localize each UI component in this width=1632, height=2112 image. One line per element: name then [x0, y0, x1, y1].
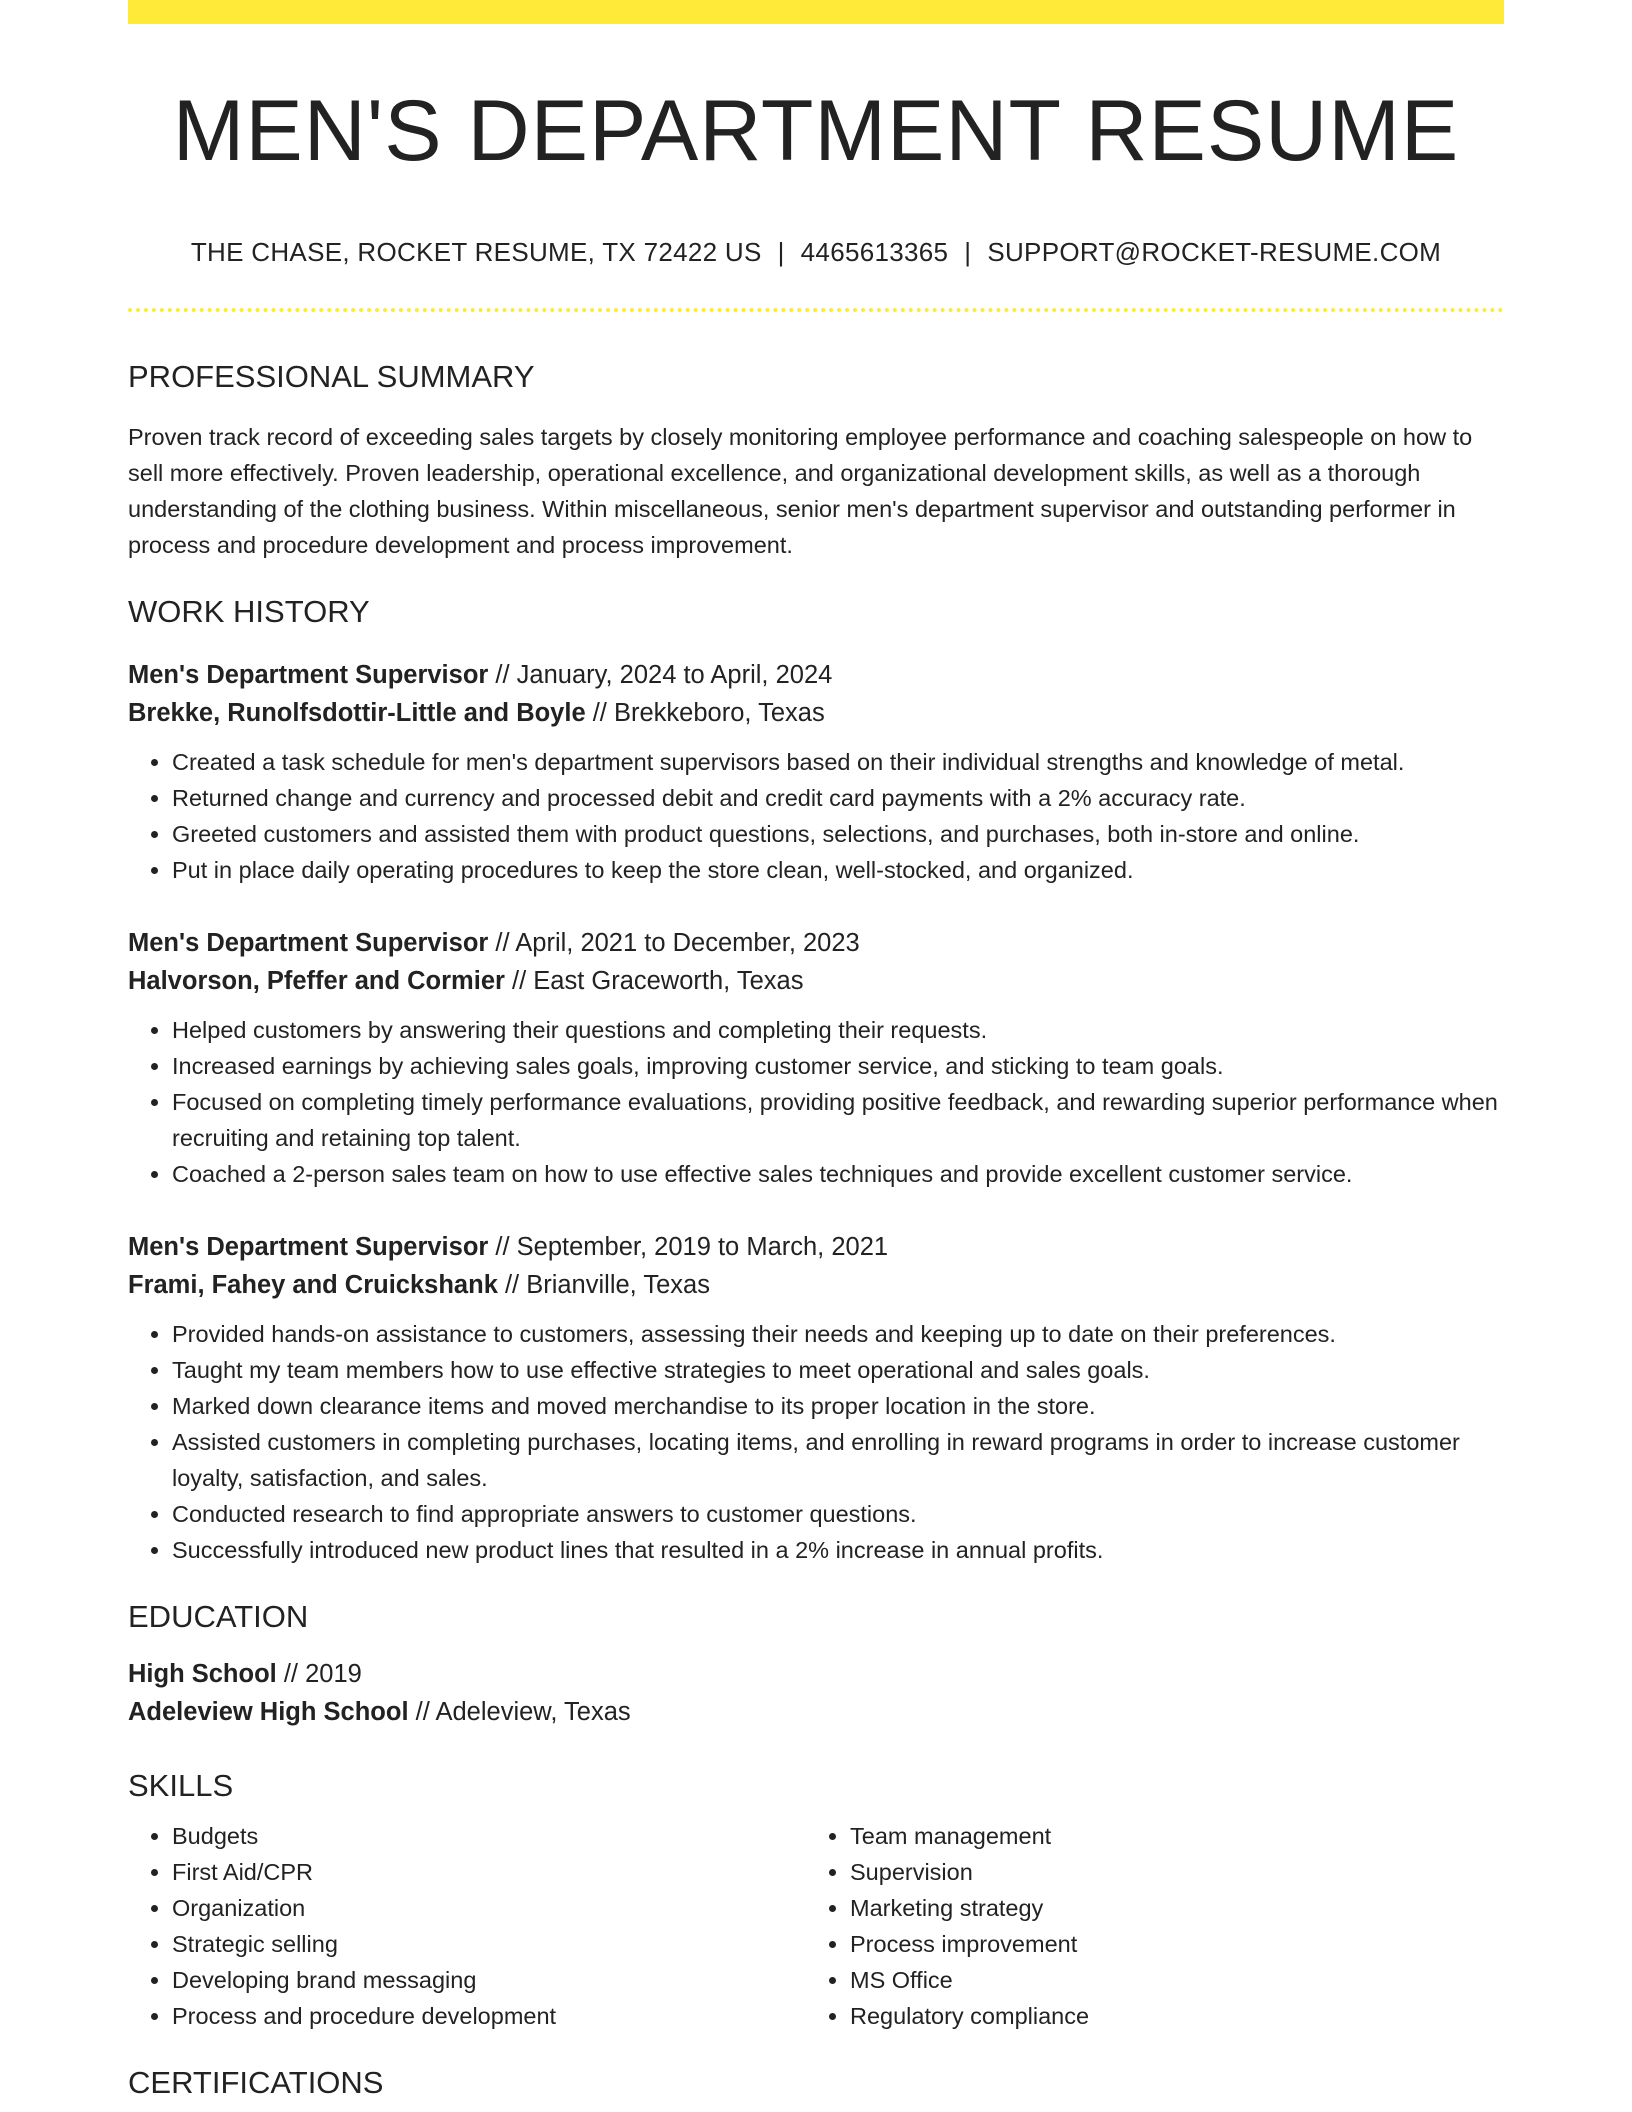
job-location: // Brekkeboro, Texas	[585, 698, 825, 727]
job-role: Men's Department Supervisor	[128, 1232, 489, 1261]
job-bullet: • Returned change and currency and processed debit and credit card payments with a 2% accuracy rate.	[172, 780, 1504, 816]
job-bullet: • Focused on completing timely performance evaluations, providing positive feedback, and rewarding superior performance when recruiting and retaining top talent.	[172, 1084, 1504, 1156]
contact-separator: |	[964, 236, 972, 267]
skill-item: • Budgets	[172, 1818, 806, 1854]
job-bullet: • Successfully introduced new product lines that resulted in a 2% increase in annual profits.	[172, 1532, 1504, 1568]
job-company: Halvorson, Pfeffer and Cormier	[128, 966, 505, 995]
top-accent-bar	[128, 0, 1504, 24]
summary-heading: PROFESSIONAL SUMMARY	[128, 358, 535, 394]
job-company: Brekke, Runolfsdottir-Little and Boyle	[128, 698, 586, 727]
job-company-line	[128, 1266, 1504, 1304]
job-bullet: • Taught my team members how to use effective strategies to meet operational and sales goals.	[172, 1352, 1504, 1388]
job-location: // Brianville, Texas	[497, 1270, 710, 1299]
skill-item: • Process and procedure development	[172, 1998, 806, 2034]
skill-item: • Strategic selling	[172, 1926, 806, 1962]
contact-line	[128, 237, 1504, 268]
job-bullet: • Conducted research to find appropriate answers to customer questions.	[172, 1496, 1504, 1532]
job-role: Men's Department Supervisor	[128, 928, 489, 957]
education-location: // Adeleview, Texas	[408, 1698, 631, 1727]
education-school-line	[128, 1693, 1504, 1731]
job-bullet: • Helped customers by answering their questions and completing their requests.	[172, 1012, 1504, 1048]
skills-column-left	[128, 1818, 806, 2034]
contact-email: SUPPORT@ROCKET-RESUME.COM	[987, 236, 1442, 267]
job-dates: // January, 2024 to April, 2024	[488, 660, 833, 689]
skill-item: • Supervision	[850, 1854, 1484, 1890]
job-bullets	[128, 1316, 1504, 1568]
contact-address: THE CHASE, ROCKET RESUME, TX 72422 US	[190, 236, 762, 267]
education-heading: EDUCATION	[128, 1598, 309, 1634]
skill-item: • Developing brand messaging	[172, 1962, 806, 1998]
contact-phone: 4465613365	[800, 236, 949, 267]
skill-item: • Regulatory compliance	[850, 1998, 1484, 2034]
job-title-line	[128, 656, 1504, 694]
job-bullet: • Assisted customers in completing purchases, locating items, and enrolling in reward programs in order to increase customer loyalty, satisfaction, and sales.	[172, 1424, 1504, 1496]
job-bullet: • Greeted customers and assisted them with product questions, selections, and purchases, both in-store and online.	[172, 816, 1504, 852]
job-bullets	[128, 744, 1504, 888]
education-year: // 2019	[276, 1660, 362, 1689]
education-school: Adeleview High School	[128, 1698, 409, 1727]
job-role: Men's Department Supervisor	[128, 660, 489, 689]
skill-item: • Marketing strategy	[850, 1890, 1484, 1926]
job-dates: // September, 2019 to March, 2021	[488, 1232, 889, 1261]
resume-title: MEN'S DEPARTMENT RESUME	[172, 83, 1460, 179]
job-bullet: • Coached a 2-person sales team on how to use effective sales techniques and provide excellent customer service.	[172, 1156, 1504, 1192]
job-company-line	[128, 694, 1504, 732]
dotted-divider	[128, 308, 1504, 312]
job-entry	[128, 656, 1504, 888]
job-entry	[128, 924, 1504, 1192]
resume-page	[128, 0, 1504, 2102]
summary-text: Proven track record of exceeding sales targets by closely monitoring employee performance and coaching salespeople on how to sell more effectively. Proven leadership, operational excellence, and organizational development skills, as well as a thorough understanding of the clothing business. Within miscellaneous, senior men's department supervisor and outstanding performer in process and procedure development and process improvement.	[128, 423, 1473, 558]
job-bullet: • Marked down clearance items and moved merchandise to its proper location in the store.	[172, 1388, 1504, 1424]
job-entry	[128, 1228, 1504, 1568]
skill-item: • Organization	[172, 1890, 806, 1926]
work-history-heading: WORK HISTORY	[128, 593, 370, 629]
job-bullet: • Increased earnings by achieving sales goals, improving customer service, and sticking to team goals.	[172, 1048, 1504, 1084]
job-bullets	[128, 1012, 1504, 1192]
job-title-line	[128, 1228, 1504, 1266]
skills-list	[128, 1818, 1504, 2034]
job-bullet: • Created a task schedule for men's department supervisors based on their individual strengths and knowledge of metal.	[172, 744, 1504, 780]
education-degree-line	[128, 1655, 1504, 1693]
certifications-heading: CERTIFICATIONS	[128, 2065, 384, 2101]
education-entry	[128, 1655, 1504, 1731]
skill-item: • First Aid/CPR	[172, 1854, 806, 1890]
education-degree: High School	[128, 1660, 277, 1689]
skill-item: • Team management	[850, 1818, 1484, 1854]
job-dates: // April, 2021 to December, 2023	[488, 928, 860, 957]
skills-column-right	[806, 1818, 1484, 2034]
skills-heading: SKILLS	[128, 1768, 234, 1804]
job-bullet: • Put in place daily operating procedures to keep the store clean, well-stocked, and organized.	[172, 852, 1504, 888]
skill-item: • MS Office	[850, 1962, 1484, 1998]
contact-separator: |	[777, 236, 785, 267]
job-bullet: • Provided hands-on assistance to customers, assessing their needs and keeping up to date on their preferences.	[172, 1316, 1504, 1352]
job-company: Frami, Fahey and Cruickshank	[128, 1270, 498, 1299]
job-company-line	[128, 962, 1504, 1000]
job-title-line	[128, 924, 1504, 962]
job-location: // East Graceworth, Texas	[504, 966, 804, 995]
skill-item: • Process improvement	[850, 1926, 1484, 1962]
